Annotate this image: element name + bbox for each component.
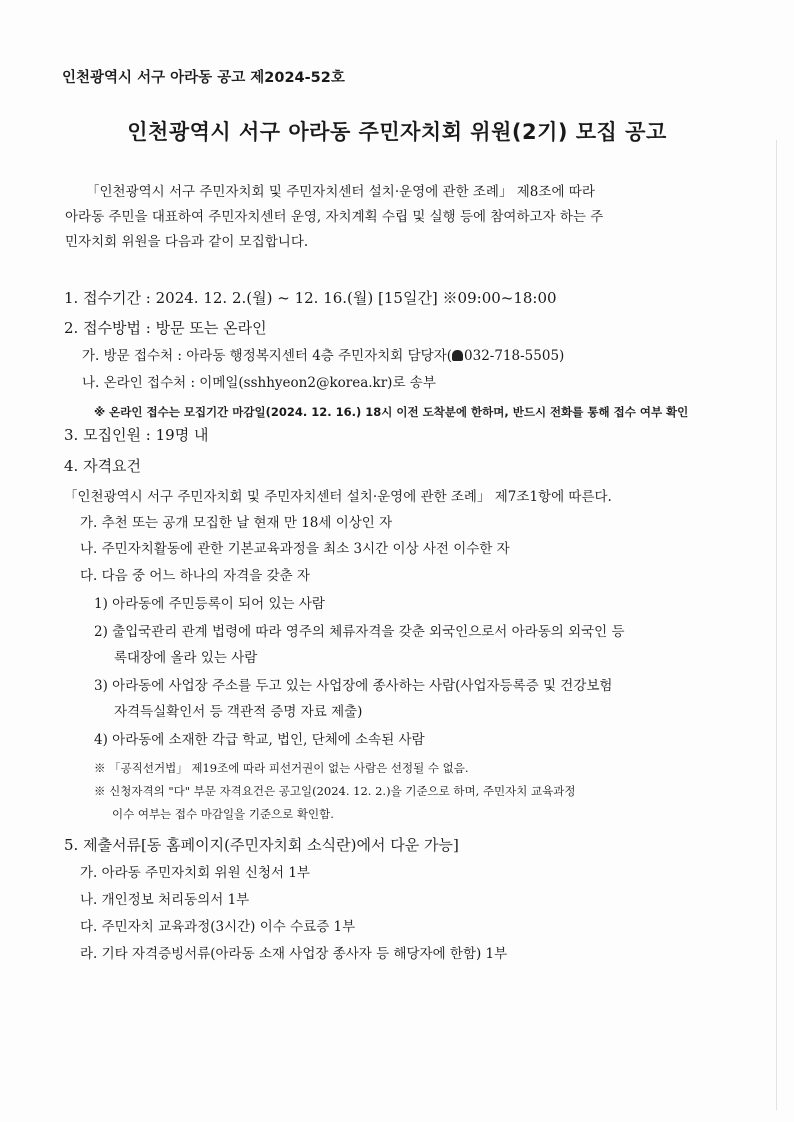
notice-number: 인천광역시 서구 아라동 공고 제2024-52호 (62, 70, 345, 86)
eligibility-note-line1: ※ 신청자격의 "다" 부문 자격요건은 공고일(2024. 12. 2.)을 기준으로 하며, 주민자치 교육과정 (94, 784, 576, 798)
qualification-c3-line2: 자격득실확인서 등 객관적 증명 자료 제출) (114, 704, 363, 720)
document-d: 라. 기타 자격증빙서류(아라동 소재 사업장 종사자 등 해당자에 한함) 1부 (80, 946, 508, 962)
section-qualifications: 4. 자격요건 (64, 457, 142, 475)
qualification-b: 나. 주민자치활동에 관한 기본교육과정을 최소 3시간 이상 사전 이수한 자 (80, 541, 510, 557)
document-b: 나. 개인정보 처리동의서 1부 (80, 892, 250, 908)
phone-icon (452, 350, 463, 361)
qualification-c2-line2: 록대장에 올라 있는 사람 (114, 650, 258, 666)
reception-visit (82, 347, 564, 365)
qualification-c3-line1: 3) 아라동에 사업장 주소를 두고 있는 사업장에 종사하는 사람(사업자등록증 및 건강보험 (94, 678, 613, 694)
online-note: ※ 온라인 접수는 모집기간 마감일(2024. 12. 16.) 18시 이전 도착분에 한하며, 반드시 전화를 통해 접수 여부 확인 (94, 405, 689, 419)
qualification-c2-line1: 2) 출입국관리 관계 법령에 따라 영주의 체류자격을 갖춘 외국인으로서 아라동의 외국인 등 (94, 624, 625, 640)
reception-visit-text: 가. 방문 접수처 : 아라동 행정복지센터 4층 주민자치회 담당자( (82, 348, 453, 364)
qualification-c: 다. 다음 중 어느 하나의 자격을 갖춘 자 (80, 568, 310, 584)
section-documents: 5. 제출서류[동 홈페이지(주민자치회 소식란)에서 다운 가능] (64, 836, 459, 854)
section-reception-period: 1. 접수기간 : 2024. 12. 2.(월) ~ 12. 16.(월) [15일간] ※09:00~18:00 (64, 289, 557, 307)
intro-line-2: 아라동 주민을 대표하여 주민자치센터 운영, 자치계획 수립 및 실행 등에 참여하고자 하는 주 (65, 209, 604, 225)
section-reception-method: 2. 접수방법 : 방문 또는 온라인 (64, 319, 267, 337)
document-a: 가. 아라동 주민자치회 위원 신청서 1부 (80, 865, 310, 881)
eligibility-note-line2: 이수 여부는 접수 마감일을 기준으로 확인함. (112, 807, 334, 821)
notice-title: 인천광역시 서구 아라동 주민자치회 위원(2기) 모집 공고 (127, 120, 667, 144)
qualification-basis: 「인천광역시 서구 주민자치회 및 주민자치센터 설치·운영에 관한 조례」 제7조1항에 따른다. (64, 489, 612, 505)
intro-line-3: 민자치회 위원을 다음과 같이 모집합니다. (65, 234, 309, 250)
qualification-a: 가. 추천 또는 공개 모집한 날 현재 만 18세 이상인 자 (80, 515, 393, 531)
section-recruit-count: 3. 모집인원 : 19명 내 (64, 426, 209, 444)
document-c: 다. 주민자치 교육과정(3시간) 이수 수료증 1부 (80, 919, 356, 935)
scan-edge-line (776, 140, 777, 1110)
intro-line-1: 「인천광역시 서구 주민자치회 및 주민자치센터 설치·운영에 관한 조례」 제8조에 따라 (86, 184, 595, 200)
reception-phone: 032-718-5505) (464, 348, 565, 364)
qualification-c1: 1) 아라동에 주민등록이 되어 있는 사람 (94, 596, 325, 612)
reception-online: 나. 온라인 접수처 : 이메일(sshhyeon2@korea.kr)로 송부 (82, 375, 436, 391)
qualification-c4: 4) 아라동에 소재한 각급 학교, 법인, 단체에 소속된 사람 (94, 732, 425, 748)
election-law-note: ※ 「공직선거법」 제19조에 따라 피선거권이 없는 사람은 선정될 수 없음. (94, 761, 469, 775)
